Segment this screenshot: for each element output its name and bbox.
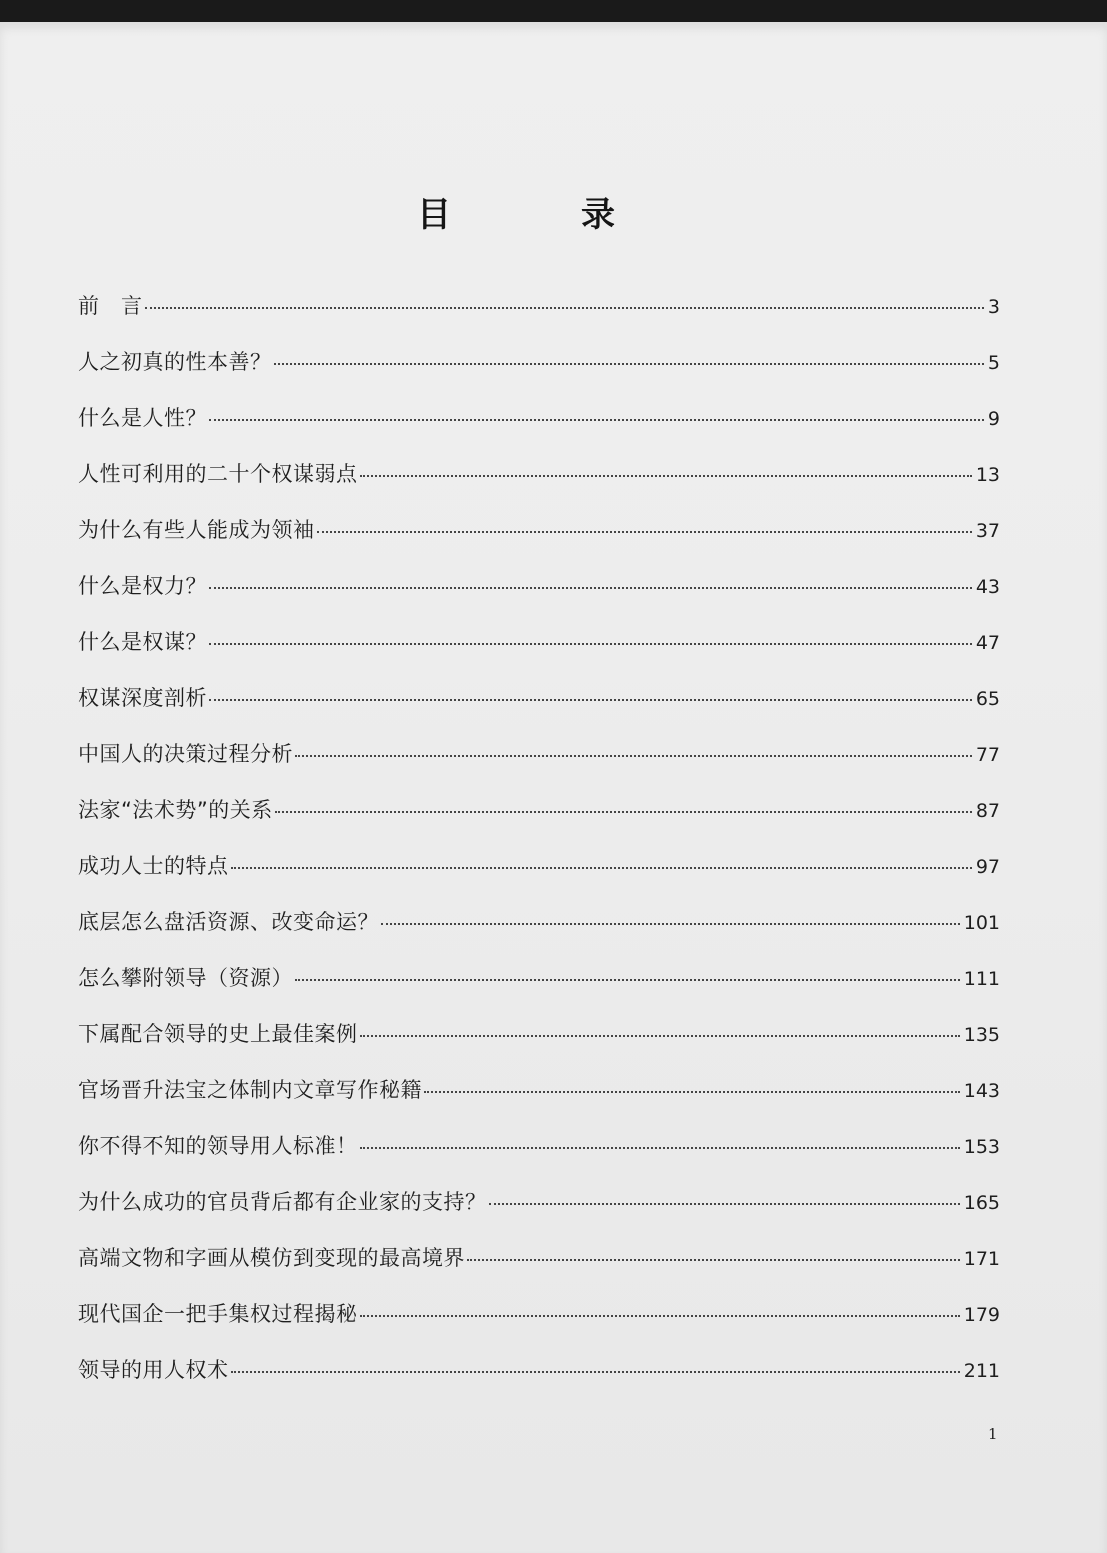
toc-entry-page: 43 [975,576,1000,598]
dot-leader [360,1147,960,1149]
toc-entry-label: 下属配合领导的史上最佳案例 [78,1022,358,1046]
toc-entry-label: 什么是权力？ [78,574,207,598]
toc-entry-label: 领导的用人权术 [78,1358,229,1382]
toc-entry [78,682,1000,738]
dot-leader [209,587,972,589]
dot-leader [360,475,972,477]
dot-leader [231,1371,960,1373]
toc-entry [78,1354,1000,1410]
toc-entry [78,738,1000,794]
toc-entry [78,1298,1000,1354]
toc-entry-label: 什么是权谋？ [78,630,207,654]
dot-leader [467,1259,960,1261]
toc-entry-page: 87 [975,800,1000,822]
dot-leader [209,419,984,421]
toc-entry [78,514,1000,570]
dot-leader [317,531,972,533]
toc-entry-page: 3 [987,296,1000,318]
page-number: 1 [988,1425,998,1443]
toc-entry-page: 171 [963,1248,1000,1270]
toc-entry-label: 中国人的决策过程分析 [78,742,293,766]
toc-entry-page: 97 [975,856,1000,878]
dot-leader [231,867,972,869]
toc-entry-label: 什么是人性？ [78,406,207,430]
dot-leader [360,1035,960,1037]
dot-leader [209,699,972,701]
toc-title: 目 录 [417,195,663,235]
toc-entry-page: 135 [963,1024,1000,1046]
toc-entry-label: 怎么攀附领导（资源） [78,966,293,990]
toc-entry-label: 现代国企一把手集权过程揭秘 [78,1302,358,1326]
dot-leader [360,1315,960,1317]
toc-entry-page: 165 [963,1192,1000,1214]
toc-entry [78,1242,1000,1298]
toc-entry-page: 37 [975,520,1000,542]
toc-entry-page: 211 [963,1360,1000,1382]
toc-entry-page: 179 [963,1304,1000,1326]
dot-leader [274,363,984,365]
dot-leader [145,307,984,309]
toc-entry-page: 77 [975,744,1000,766]
toc-entry-label: 高端文物和字画从模仿到变现的最高境界 [78,1246,465,1270]
dot-leader [489,1203,960,1205]
toc-entry-label: 为什么有些人能成为领袖 [78,518,315,542]
toc-entry [78,1018,1000,1074]
toc-entry [78,1074,1000,1130]
toc-entry-page: 65 [975,688,1000,710]
toc-entry-page: 111 [963,968,1000,990]
toc-entry-label: 权谋深度剖析 [78,686,207,710]
toc-entry-label: 法家“法术势”的关系 [78,798,273,822]
toc-entry [78,402,1000,458]
toc-entry [78,1130,1000,1186]
dot-leader [295,979,960,981]
dot-leader [424,1091,960,1093]
toc-entry-label: 官场晋升法宝之体制内文章写作秘籍 [78,1078,422,1102]
document-page [0,22,1107,1553]
dot-leader [295,755,972,757]
table-of-contents [78,290,1000,1410]
toc-entry-label: 前 言 [78,294,143,318]
dot-leader [381,923,960,925]
toc-entry [78,458,1000,514]
toc-entry-page: 143 [963,1080,1000,1102]
toc-entry-page: 13 [975,464,1000,486]
toc-entry-page: 5 [987,352,1000,374]
toc-entry-page: 47 [975,632,1000,654]
toc-entry [78,1186,1000,1242]
toc-entry [78,906,1000,962]
dot-leader [275,811,972,813]
toc-entry-label: 底层怎么盘活资源、改变命运？ [78,910,379,934]
toc-entry-page: 9 [987,408,1000,430]
toc-entry [78,850,1000,906]
toc-entry [78,570,1000,626]
toc-entry [78,626,1000,682]
toc-entry [78,290,1000,346]
toc-entry [78,962,1000,1018]
toc-entry-label: 为什么成功的官员背后都有企业家的支持？ [78,1190,487,1214]
toc-entry-label: 人性可利用的二十个权谋弱点 [78,462,358,486]
toc-entry-label: 人之初真的性本善？ [78,350,272,374]
toc-entry-label: 成功人士的特点 [78,854,229,878]
toc-entry [78,346,1000,402]
toc-entry-page: 101 [963,912,1000,934]
dot-leader [209,643,972,645]
toc-entry [78,794,1000,850]
toc-entry-label: 你不得不知的领导用人标准！ [78,1134,358,1158]
toc-entry-page: 153 [963,1136,1000,1158]
